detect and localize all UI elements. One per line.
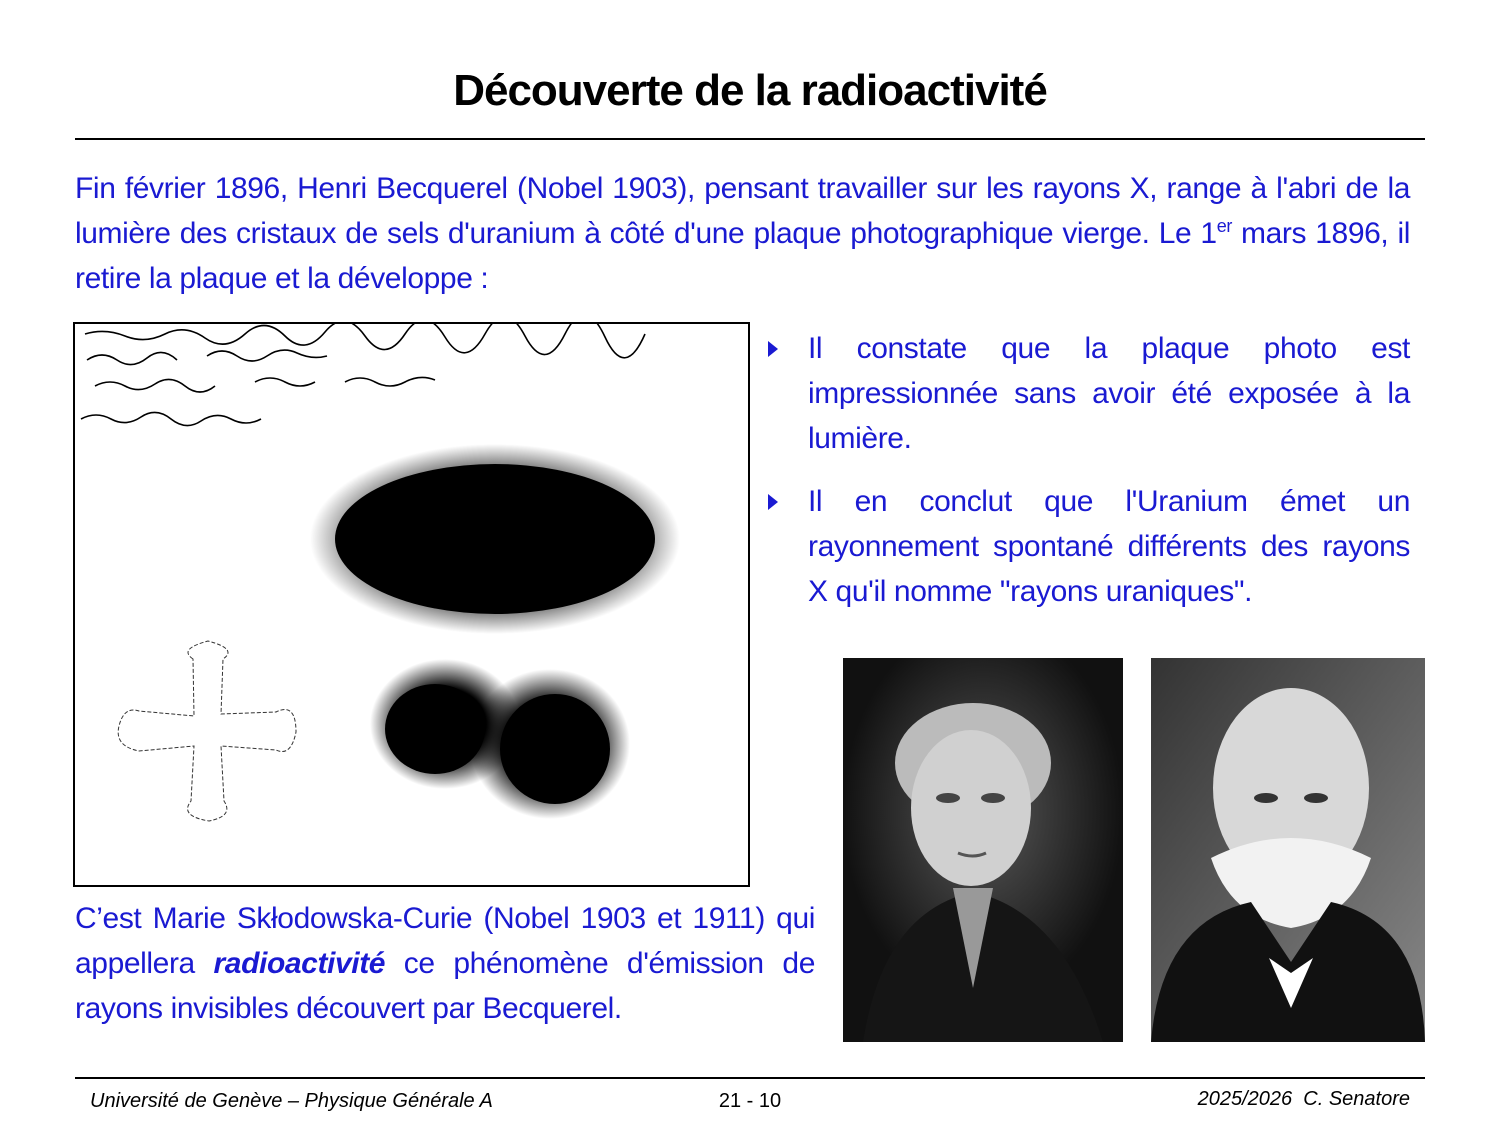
marie-curie-portrait bbox=[843, 658, 1123, 1042]
handwriting bbox=[81, 324, 645, 426]
outro-text: C’est Marie Skłodowska-Curie (Nobel 1903 et 1911) qui appellera bbox=[75, 902, 815, 980]
slide-title: Découverte de la radioactivité bbox=[453, 66, 1047, 115]
triangle-bullet-icon bbox=[768, 341, 778, 357]
bullet-item bbox=[760, 326, 1410, 461]
bullet-text: Il constate que la plaque photo est impressionnée sans avoir été exposée à la lumière. bbox=[808, 332, 1410, 455]
bullet-item bbox=[760, 479, 1410, 614]
triangle-bullet-icon bbox=[768, 494, 778, 510]
photographic-plate-image bbox=[73, 322, 750, 887]
henri-becquerel-portrait bbox=[1151, 658, 1425, 1042]
intro-superscript: er bbox=[1216, 216, 1232, 236]
outro-text-end: ce phénomène d'émission de rayons invisibles découvert par Becquerel. bbox=[75, 947, 815, 1025]
footer-author: 2025/2026 C. Senatore bbox=[1197, 1088, 1410, 1110]
intro-paragraph bbox=[75, 166, 1410, 301]
page-number: 21 - 10 bbox=[718, 1090, 782, 1112]
intro-text-end: mars 1896, il retire la plaque et la développe : bbox=[75, 217, 1410, 295]
title-divider bbox=[75, 138, 1425, 140]
footer-divider bbox=[75, 1077, 1425, 1079]
outro-paragraph bbox=[75, 896, 815, 1031]
intro-text: Fin février 1896, Henri Becquerel (Nobel 1903), pensant travailler sur les rayons X, range à l'abri de la lumière des cristaux de sels d'uranium à côté d'une plaque photographique vierge. Le 1 bbox=[75, 172, 1410, 250]
footer-institution: Université de Genève – Physique Générale A bbox=[90, 1090, 493, 1112]
bullet-list bbox=[760, 326, 1410, 632]
bullet-text: Il en conclut que l'Uranium émet un rayonnement spontané différents des rayons X qu'il nomme "rayons uraniques". bbox=[808, 485, 1410, 608]
radioactivite-emphasis: radioactivité bbox=[213, 947, 386, 980]
